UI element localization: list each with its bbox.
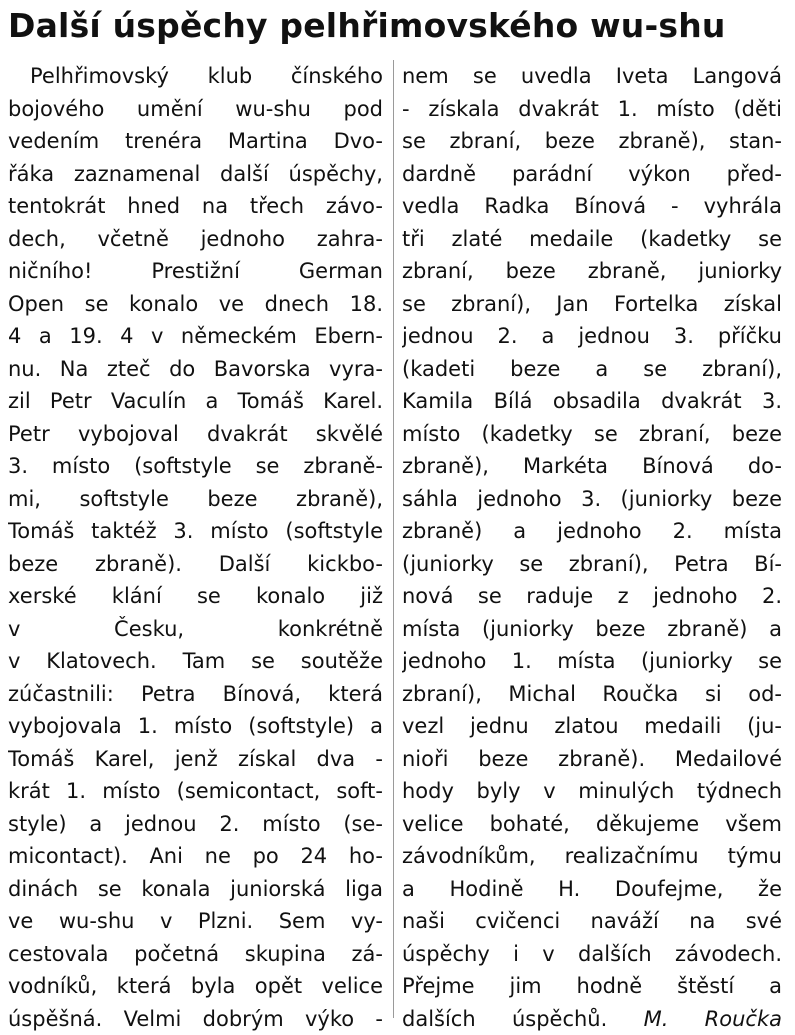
text-line: v Klatovech. Tam se soutěže bbox=[8, 645, 383, 678]
text-line: vezl jednu zlatou medaili (ju- bbox=[402, 710, 782, 743]
text-line: cestovala početná skupina zá- bbox=[8, 938, 383, 971]
text-line: a Hodině H. Doufejme, že bbox=[402, 873, 782, 906]
text-line: řáka zaznamenal další úspěchy, bbox=[8, 158, 383, 191]
text-line: hody byly v minulých týdnech bbox=[402, 775, 782, 808]
text-line: xerské klání se konalo již bbox=[8, 580, 383, 613]
text-line: v Česku, konkrétně bbox=[8, 613, 383, 646]
text-line: 4 a 19. 4 v německém Ebern- bbox=[8, 320, 383, 353]
text-line: bojového umění wu-shu pod bbox=[8, 93, 383, 126]
text-line: zbraní), Michal Roučka si od- bbox=[402, 678, 782, 711]
text-line: zbraně) a jednoho 2. místa bbox=[402, 515, 782, 548]
text-line: zbraně), Markéta Bínová do- bbox=[402, 450, 782, 483]
article-headline: Další úspěchy pelhřimovského wu-shu bbox=[8, 4, 788, 48]
text-line: jednou 2. a jednou 3. příčku bbox=[402, 320, 782, 353]
text-line: Tomáš taktéž 3. místo (softstyle bbox=[8, 515, 383, 548]
text-line: vedla Radka Bínová - vyhrála bbox=[402, 190, 782, 223]
text-line: úspěchy i v dalších závodech. bbox=[402, 938, 782, 971]
text-line: Petr vybojoval dvakrát skvělé bbox=[8, 418, 383, 451]
text-line: Open se konalo ve dnech 18. bbox=[8, 288, 383, 321]
text-line: ve wu-shu v Plzni. Sem vy- bbox=[8, 905, 383, 938]
author-signature: M. Roučka bbox=[644, 1007, 782, 1031]
text-line: naši cvičenci naváží na své bbox=[402, 905, 782, 938]
text-line: velice bohaté, děkujeme všem bbox=[402, 808, 782, 841]
text-line: tři zlaté medaile (kadetky se bbox=[402, 223, 782, 256]
text-line: jednoho 1. místa (juniorky se bbox=[402, 645, 782, 678]
text-line: dardně parádní výkon před- bbox=[402, 158, 782, 191]
text-line: úspěšná. Velmi dobrým výko - bbox=[8, 1003, 383, 1035]
text-line: se zbraní, beze zbraně), stan- bbox=[402, 125, 782, 158]
article-column-right bbox=[402, 60, 782, 1035]
text-line: vodníků, která byla opět velice bbox=[8, 970, 383, 1003]
text-line: zúčastnili: Petra Bínová, která bbox=[8, 678, 383, 711]
text-line: style) a jednou 2. místo (se- bbox=[8, 808, 383, 841]
text-line: 3. místo (softstyle se zbraně- bbox=[8, 450, 383, 483]
text-line: Tomáš Karel, jenž získal dva - bbox=[8, 743, 383, 776]
text-line: ničního! Prestižní German bbox=[8, 255, 383, 288]
text-line: tentokrát hned na třech závo- bbox=[8, 190, 383, 223]
text-line: vedením trenéra Martina Dvo- bbox=[8, 125, 383, 158]
article-column-left bbox=[8, 60, 383, 1035]
text-line: závodníkům, realizačnímu týmu bbox=[402, 840, 782, 873]
text-line: dinách se konala juniorská liga bbox=[8, 873, 383, 906]
text-line-end: dalších úspěchů. bbox=[402, 1007, 607, 1031]
text-line: mi, softstyle beze zbraně), bbox=[8, 483, 383, 516]
text-line: beze zbraně). Další kickbo- bbox=[8, 548, 383, 581]
text-line: Přejme jim hodně štěstí a bbox=[402, 970, 782, 1003]
text-line: nu. Na zteč do Bavorska vyra- bbox=[8, 353, 383, 386]
text-line: nioři beze zbraně). Medailové bbox=[402, 743, 782, 776]
text-line: Kamila Bílá obsadila dvakrát 3. bbox=[402, 385, 782, 418]
text-line: místo (kadetky se zbraní, beze bbox=[402, 418, 782, 451]
text-line: zil Petr Vaculín a Tomáš Karel. bbox=[8, 385, 383, 418]
text-line: (juniorky se zbraní), Petra Bí- bbox=[402, 548, 782, 581]
text-line: nem se uvedla Iveta Langová bbox=[402, 60, 782, 93]
text-line: micontact). Ani ne po 24 ho- bbox=[8, 840, 383, 873]
column-divider bbox=[393, 60, 394, 1018]
text-line: krát 1. místo (semicontact, soft- bbox=[8, 775, 383, 808]
text-line: sáhla jednoho 3. (juniorky beze bbox=[402, 483, 782, 516]
text-line: Pelhřimovský klub čínského bbox=[8, 60, 383, 93]
text-line-final bbox=[402, 1003, 782, 1035]
text-line: se zbraní), Jan Fortelka získal bbox=[402, 288, 782, 321]
text-line: zbraní, beze zbraně, juniorky bbox=[402, 255, 782, 288]
text-line: nová se raduje z jednoho 2. bbox=[402, 580, 782, 613]
text-line: vybojovala 1. místo (softstyle) a bbox=[8, 710, 383, 743]
text-line: - získala dvakrát 1. místo (děti bbox=[402, 93, 782, 126]
text-line: místa (juniorky beze zbraně) a bbox=[402, 613, 782, 646]
text-line: dech, včetně jednoho zahra- bbox=[8, 223, 383, 256]
text-line: (kadeti beze a se zbraní), bbox=[402, 353, 782, 386]
